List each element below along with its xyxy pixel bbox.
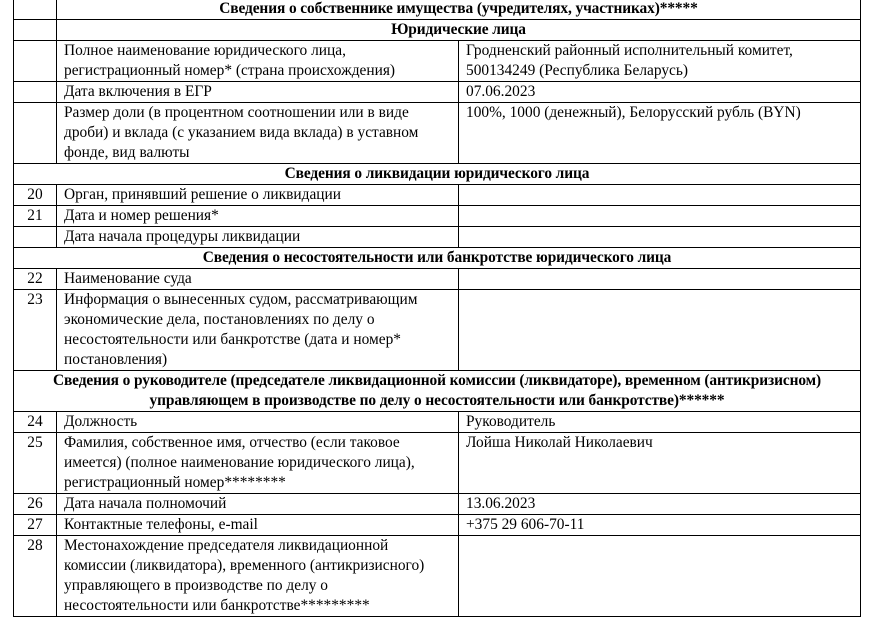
section-header-liquidation: Сведения о ликвидации юридического лица xyxy=(14,164,861,185)
section-header-legal-entities: Юридические лица xyxy=(57,20,861,41)
field-value xyxy=(459,206,861,227)
field-label: Контактные телефоны, e-mail xyxy=(57,515,459,536)
field-label: Дата включения в ЕГР xyxy=(57,82,459,103)
field-value xyxy=(459,185,861,206)
field-value: +375 29 606-70-11 xyxy=(459,515,861,536)
bankruptcy-header-row xyxy=(14,248,861,269)
table-row xyxy=(14,206,861,227)
field-value xyxy=(459,269,861,290)
field-label: Информация о вынесенных судом, рассматривающим экономические дела, постановлениях по делу о несостоятельности или банкротстве (дата и номер* постановления) xyxy=(57,290,459,371)
table-row xyxy=(14,269,861,290)
section-header-manager: Сведения о руководителе (председателе ликвидационной комиссии (ликвидаторе), временном (антикризисном) управляющем в производстве по делу о несостоятельности или банкротстве)****** xyxy=(14,371,861,412)
row-number: 27 xyxy=(14,515,57,536)
table-row xyxy=(14,536,861,617)
field-label: Орган, принявший решение о ликвидации xyxy=(57,185,459,206)
field-label: Дата начала процедуры ликвидации xyxy=(57,227,459,248)
row-number: 28 xyxy=(14,536,57,617)
liquidation-header-row xyxy=(14,164,861,185)
table-row xyxy=(14,41,861,82)
field-value: Гродненский районный исполнительный комитет, 500134249 (Республика Беларусь) xyxy=(459,41,861,82)
table-row xyxy=(14,227,861,248)
field-value xyxy=(459,536,861,617)
field-value: Лойша Николай Николаевич xyxy=(459,433,861,494)
row-number: 20 xyxy=(14,185,57,206)
section-header-owner: Сведения о собственнике имущества (учредителях, участниках)***** xyxy=(57,0,861,20)
row-number: 24 xyxy=(14,412,57,433)
row-number: 23 xyxy=(14,290,57,371)
table-row xyxy=(14,290,861,371)
row-number: 25 xyxy=(14,433,57,494)
section-header-bankruptcy: Сведения о несостоятельности или банкротстве юридического лица xyxy=(14,248,861,269)
table-row xyxy=(14,515,861,536)
row-number xyxy=(14,20,57,41)
field-label: Полное наименование юридического лица, регистрационный номер* (страна происхождения) xyxy=(57,41,459,82)
row-number: 21 xyxy=(14,206,57,227)
field-label: Дата начала полномочий xyxy=(57,494,459,515)
table-row xyxy=(14,494,861,515)
field-label: Дата и номер решения* xyxy=(57,206,459,227)
field-value xyxy=(459,290,861,371)
row-number: 26 xyxy=(14,494,57,515)
field-value: 07.06.2023 xyxy=(459,82,861,103)
field-value: Руководитель xyxy=(459,412,861,433)
field-label: Местонахождение председателя ликвидационной комиссии (ликвидатора), временного (антикризисного) управляющего в производстве по делу о несостоятельности или банкротстве********* xyxy=(57,536,459,617)
table-row xyxy=(14,82,861,103)
field-value: 13.06.2023 xyxy=(459,494,861,515)
registry-extract-table xyxy=(13,0,861,617)
table-row xyxy=(14,412,861,433)
field-label: Размер доли (в процентном соотношении или в виде дроби) и вклада (с указанием вида вклада) в уставном фонде, вид валюты xyxy=(57,103,459,164)
row-number xyxy=(14,103,57,164)
row-number xyxy=(14,82,57,103)
legal-entities-header-row xyxy=(14,20,861,41)
row-number xyxy=(14,0,57,20)
owner-header-row xyxy=(14,0,861,20)
field-value xyxy=(459,227,861,248)
table-row xyxy=(14,433,861,494)
manager-header-row xyxy=(14,371,861,412)
field-label: Фамилия, собственное имя, отчество (если таковое имеется) (полное наименование юридического лица), регистрационный номер******** xyxy=(57,433,459,494)
row-number xyxy=(14,41,57,82)
field-label: Наименование суда xyxy=(57,269,459,290)
row-number xyxy=(14,227,57,248)
field-label: Должность xyxy=(57,412,459,433)
table-row xyxy=(14,185,861,206)
field-value: 100%, 1000 (денежный), Белорусский рубль (BYN) xyxy=(459,103,861,164)
row-number: 22 xyxy=(14,269,57,290)
table-row xyxy=(14,103,861,164)
